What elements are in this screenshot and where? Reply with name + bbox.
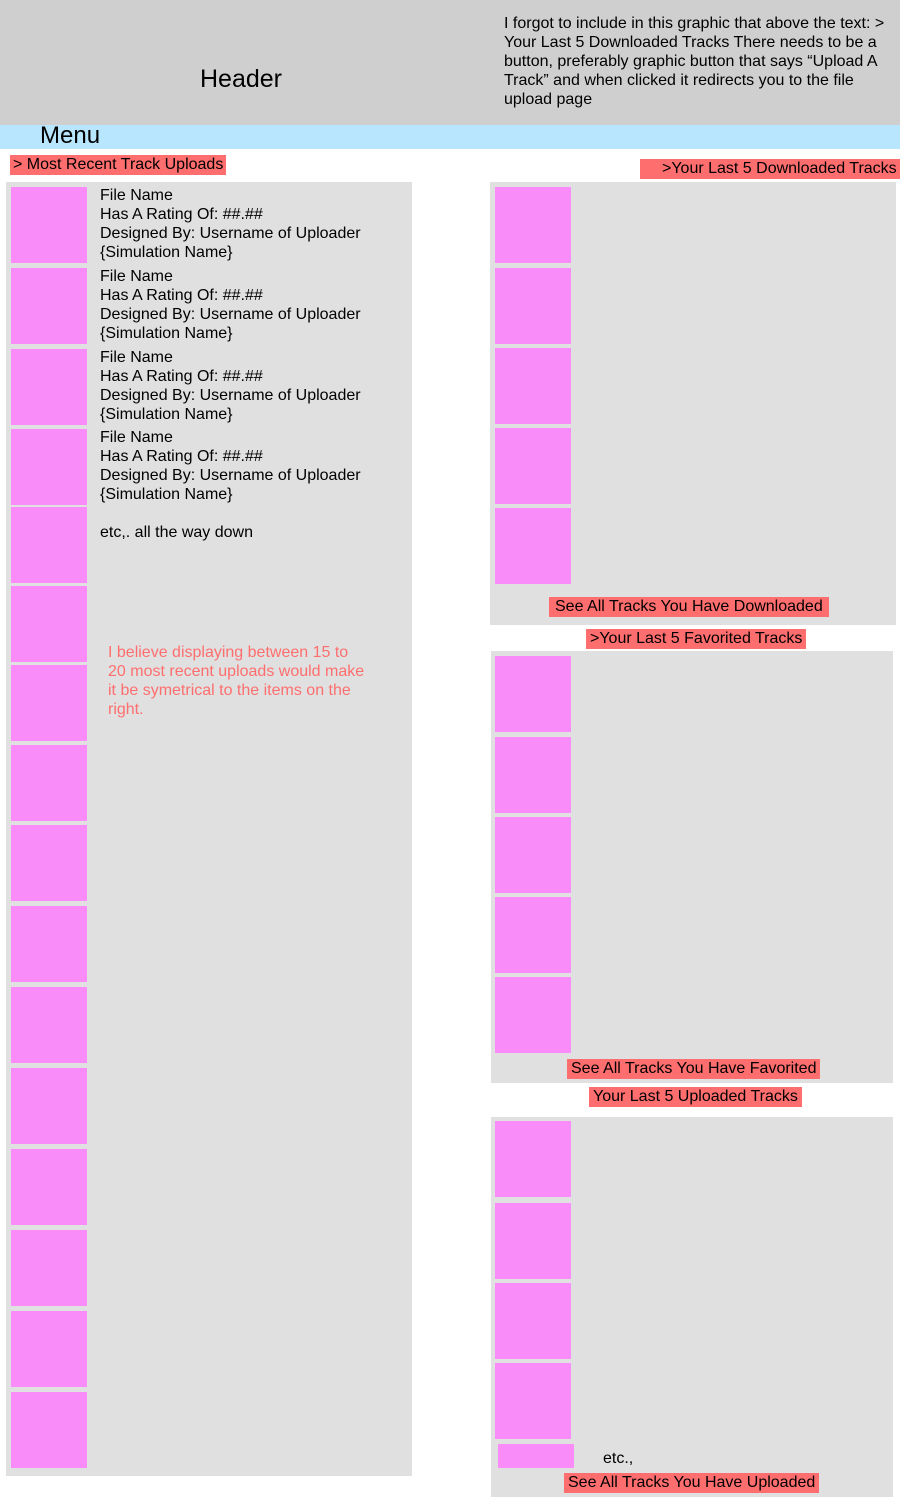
uploaded-tracks-heading: Your Last 5 Uploaded Tracks — [589, 1087, 802, 1107]
track-thumbnail[interactable] — [11, 187, 87, 263]
recent-uploads-annotation-note: I believe displaying between 15 to 20 most recent uploads would make it be symetrical to the items on the right. — [108, 644, 365, 718]
see-all-uploaded-button[interactable]: See All Tracks You Have Uploaded — [564, 1473, 819, 1493]
track-thumbnail[interactable] — [11, 268, 87, 344]
track-thumbnail[interactable] — [495, 1283, 571, 1359]
track-designer: Designed By: Username of Uploader — [100, 306, 361, 323]
track-thumbnail[interactable] — [495, 737, 571, 813]
track-file-name: File Name — [100, 187, 173, 204]
track-thumbnail[interactable] — [495, 977, 571, 1053]
menu-label[interactable]: Menu — [40, 122, 101, 149]
track-thumbnail[interactable] — [11, 665, 87, 741]
track-designer: Designed By: Username of Uploader — [100, 387, 361, 404]
header-annotation-note: I forgot to include in this graphic that above the text: > Your Last 5 Downloaded Tracks There needs to be a button, preferably graphic button that says “Upload A Track” and when clicked it redirects you to the file upload page — [504, 15, 885, 108]
menu-bar[interactable] — [0, 125, 900, 149]
downloaded-tracks-heading: >Your Last 5 Downloaded Tracks — [640, 159, 900, 179]
track-thumbnail[interactable] — [495, 656, 571, 732]
track-thumbnail[interactable] — [495, 428, 571, 504]
track-thumbnail[interactable] — [495, 1363, 571, 1439]
track-simulation-name: {Simulation Name} — [100, 244, 233, 261]
track-thumbnail[interactable] — [495, 268, 571, 344]
track-thumbnail[interactable] — [11, 745, 87, 821]
track-simulation-name: {Simulation Name} — [100, 406, 233, 423]
header-title: Header — [200, 65, 282, 93]
track-thumbnail[interactable] — [495, 187, 571, 263]
track-details — [100, 428, 361, 504]
track-details — [100, 186, 361, 262]
track-thumbnail[interactable] — [11, 825, 87, 901]
track-file-name: File Name — [100, 268, 173, 285]
track-rating: Has A Rating Of: ##.## — [100, 448, 263, 465]
track-file-name: File Name — [100, 429, 173, 446]
track-details — [100, 348, 361, 424]
track-file-name: File Name — [100, 349, 173, 366]
track-thumbnail[interactable] — [495, 348, 571, 424]
track-thumbnail[interactable] — [11, 1068, 87, 1144]
track-simulation-name: {Simulation Name} — [100, 325, 233, 342]
track-thumbnail[interactable] — [11, 1311, 87, 1387]
track-rating: Has A Rating Of: ##.## — [100, 368, 263, 385]
track-details — [100, 267, 361, 343]
track-thumbnail[interactable] — [11, 906, 87, 982]
track-designer: Designed By: Username of Uploader — [100, 467, 361, 484]
track-simulation-name: {Simulation Name} — [100, 486, 233, 503]
favorited-tracks-heading: >Your Last 5 Favorited Tracks — [586, 629, 806, 649]
track-thumbnail[interactable] — [11, 349, 87, 425]
track-thumbnail[interactable] — [495, 817, 571, 893]
track-thumbnail[interactable] — [11, 1392, 87, 1468]
see-all-favorited-button[interactable]: See All Tracks You Have Favorited — [567, 1059, 820, 1079]
most-recent-uploads-heading: > Most Recent Track Uploads — [10, 155, 226, 175]
uploaded-tracks-etc-text: etc., — [603, 1450, 634, 1467]
see-all-downloaded-button[interactable]: See All Tracks You Have Downloaded — [549, 597, 829, 617]
track-thumbnail[interactable] — [11, 586, 87, 662]
track-thumbnail[interactable] — [11, 987, 87, 1063]
track-rating: Has A Rating Of: ##.## — [100, 287, 263, 304]
track-thumbnail[interactable] — [495, 508, 571, 584]
track-designer: Designed By: Username of Uploader — [100, 225, 361, 242]
track-rating: Has A Rating Of: ##.## — [100, 206, 263, 223]
track-thumbnail[interactable] — [11, 1149, 87, 1225]
track-thumbnail[interactable] — [495, 1121, 571, 1197]
track-thumbnail[interactable] — [11, 1230, 87, 1306]
track-thumbnail[interactable] — [11, 507, 87, 583]
uploaded-track-thumbnail-partial[interactable] — [498, 1444, 574, 1468]
track-thumbnail[interactable] — [11, 429, 87, 505]
track-thumbnail[interactable] — [495, 897, 571, 973]
track-thumbnail[interactable] — [495, 1203, 571, 1279]
recent-uploads-etc-text: etc,. all the way down — [100, 524, 253, 541]
